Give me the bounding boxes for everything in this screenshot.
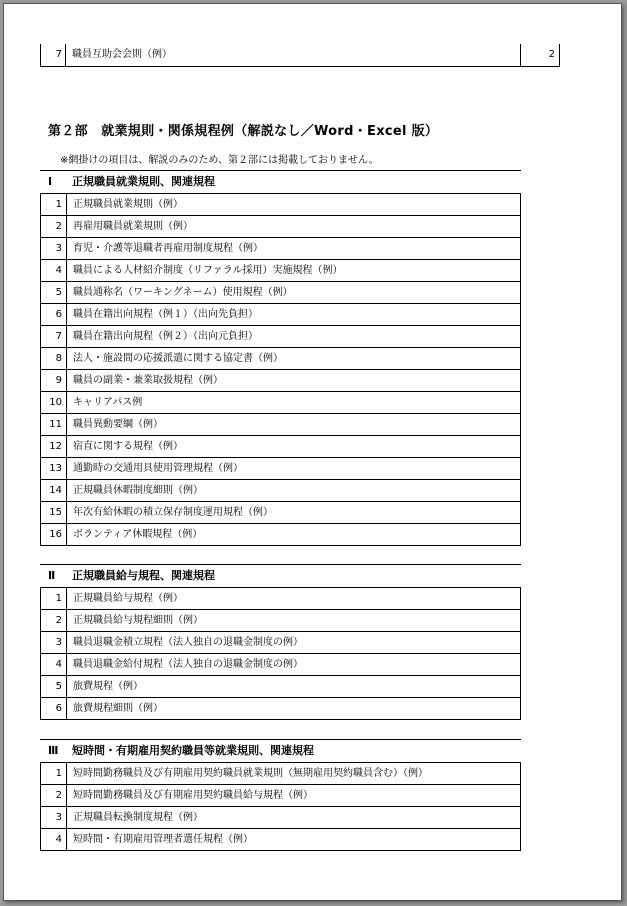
row-number: 6: [41, 304, 67, 325]
table-row: [41, 829, 520, 851]
row-number: 9: [41, 370, 67, 391]
row-number: 4: [41, 829, 67, 850]
section-1: [40, 170, 521, 546]
row-title: 職員の副業・兼業取扱規程（例）: [73, 375, 223, 386]
row-title: 短時間勤務職員及び有期雇用契約職員給与規程（例）: [73, 790, 313, 801]
section-heading: [40, 739, 521, 762]
page-number: 2: [520, 44, 560, 66]
table-row: [41, 282, 520, 304]
row-title: 正規職員休暇制度細則（例）: [73, 485, 203, 496]
section-2: [40, 564, 521, 720]
row-title: 育児・介護等退職者再雇用制度規程（例）: [73, 243, 263, 254]
section-table: [40, 587, 521, 720]
row-title: 宿直に関する規程（例）: [73, 441, 183, 452]
section-title: 短時間・有期雇用契約職員等就業規則、関連規程: [72, 744, 314, 757]
table-row: [41, 458, 520, 480]
row-title: 旅費規程（例）: [73, 681, 143, 692]
section-roman: Ⅲ: [48, 744, 59, 757]
row-title: ボランティア休暇規程（例）: [73, 529, 203, 540]
row-number: 1: [41, 763, 67, 784]
table-row: [41, 807, 520, 829]
row-number: 7: [41, 326, 67, 347]
section-roman: Ⅱ: [48, 569, 56, 582]
row-number: 3: [41, 632, 67, 653]
row-number: 8: [41, 348, 67, 369]
table-row: [41, 785, 520, 807]
table-row: [41, 304, 520, 326]
row-number: 4: [41, 260, 67, 281]
row-title: 再雇用職員就業規則（例）: [73, 221, 193, 232]
table-row: [41, 238, 520, 260]
section-heading: [40, 170, 521, 193]
carry-over-row: [40, 44, 560, 67]
row-title: 短時間勤務職員及び有期雇用契約職員就業規則（無期雇用契約職員含む）（例）: [73, 768, 428, 779]
section-3: [40, 739, 521, 851]
row-number: 2: [41, 216, 67, 237]
row-title: 正規職員給与規程（例）: [73, 593, 183, 604]
row-title: 通勤時の交通用具使用管理規程（例）: [73, 463, 243, 474]
item-title: 職員互助会会則（例）: [72, 49, 172, 60]
table-row: [41, 436, 520, 458]
row-number: 4: [41, 654, 67, 675]
table-row: [41, 194, 520, 216]
section-table: [40, 762, 521, 851]
table-row: [41, 348, 520, 370]
row-title: 正規職員転換制度規程（例）: [73, 812, 203, 823]
row-title: 正規職員就業規則（例）: [73, 199, 183, 210]
row-number: 3: [41, 807, 67, 828]
table-row: [41, 502, 520, 524]
table-row: [41, 632, 520, 654]
row-title: キャリアパス例: [73, 397, 143, 408]
row-number: 1: [41, 194, 67, 215]
row-title: 職員退職金積立規程（法人独自の退職金制度の例）: [73, 637, 303, 648]
row-number: 3: [41, 238, 67, 259]
row-title: 職員在籍出向規程（例２）（出向元負担）: [73, 331, 258, 342]
row-title: 正規職員給与規程細則（例）: [73, 615, 203, 626]
section-roman: Ⅰ: [48, 175, 53, 188]
table-row: [41, 392, 520, 414]
row-number: 2: [41, 785, 67, 806]
row-number: 14: [41, 480, 67, 501]
row-number: 15: [41, 502, 67, 523]
row-number: 13: [41, 458, 67, 479]
document-page: [3, 3, 622, 901]
table-row: [41, 610, 520, 632]
table-row: [41, 763, 520, 785]
row-title: 職員による人材紹介制度（リファラル採用）実施規程（例）: [73, 265, 343, 276]
section-title: 正規職員就業規則、関連規程: [72, 175, 215, 188]
row-title: 法人・施設間の応援派遣に関する協定書（例）: [73, 353, 283, 364]
row-number: 5: [41, 282, 67, 303]
row-title: 年次有給休暇の積立保存制度運用規程（例）: [73, 507, 273, 518]
table-row: [41, 524, 520, 546]
row-number: 12: [41, 436, 67, 457]
table-row: [41, 216, 520, 238]
row-title: 旅費規程細則（例）: [73, 703, 163, 714]
part-title: 第２部 就業規則・関係規程例（解説なし／Word・Excel 版）: [48, 124, 439, 139]
row-number: 1: [41, 588, 67, 609]
row-title: 職員在籍出向規程（例１）（出向先負担）: [73, 309, 258, 320]
part-note: ※網掛けの項目は、解説のみのため、第２部には掲載しておりません。: [60, 155, 379, 166]
row-title: 職員異動要綱（例）: [73, 419, 163, 430]
table-row: [41, 260, 520, 282]
item-number: 7: [40, 44, 66, 66]
table-row: [41, 326, 520, 348]
row-number: 6: [41, 698, 67, 719]
section-table: [40, 193, 521, 546]
row-number: 10: [41, 392, 67, 413]
row-number: 2: [41, 610, 67, 631]
table-row: [41, 654, 520, 676]
section-title: 正規職員給与規程、関連規程: [72, 569, 215, 582]
row-title: 短時間・有期雇用管理者選任規程（例）: [73, 834, 253, 845]
table-row: [41, 414, 520, 436]
table-row: [41, 676, 520, 698]
table-row: [41, 480, 520, 502]
table-row: [41, 698, 520, 720]
table-row: [41, 370, 520, 392]
table-row: [41, 588, 520, 610]
row-number: 16: [41, 524, 67, 545]
row-number: 11: [41, 414, 67, 435]
section-heading: [40, 564, 521, 587]
row-title: 職員退職金給付規程（法人独自の退職金制度の例）: [73, 659, 303, 670]
row-number: 5: [41, 676, 67, 697]
row-title: 職員通称名（ワーキングネーム）使用規程（例）: [73, 287, 293, 298]
